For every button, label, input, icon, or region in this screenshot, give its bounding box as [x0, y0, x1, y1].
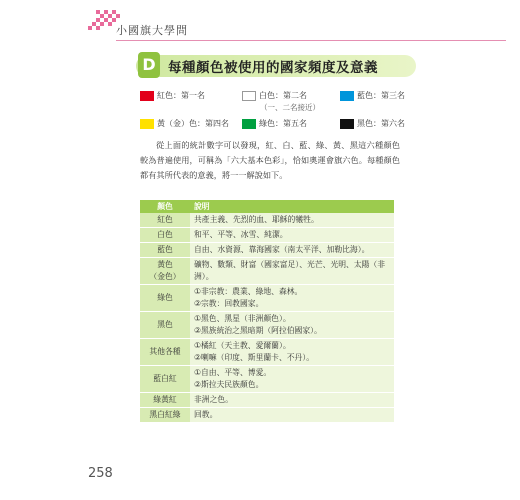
table-row	[140, 228, 394, 243]
row-color-name: 藍色	[140, 243, 190, 258]
row-color-name: 黃色 （金色）	[140, 258, 190, 285]
row-description	[190, 312, 394, 339]
table-row	[140, 393, 394, 408]
legend-item-red: 紅色：第一名	[140, 90, 205, 101]
legend-item-black: 黑色：第六名	[340, 118, 405, 129]
legend-item-blue: 藍色：第三名	[340, 90, 405, 101]
description-line: ②喇嘛（印度、斯里蘭卡、不丹）。	[194, 353, 315, 362]
red-swatch	[140, 91, 154, 101]
legend-item-green: 綠色：第五名	[242, 118, 307, 129]
description-line: ①橘紅（天主教、愛爾蘭）。	[194, 341, 291, 350]
header-description: 說明	[190, 200, 394, 213]
description-line: ①黑色、黑星（非洲顏色）。	[194, 314, 291, 323]
page-number: 258	[88, 466, 113, 481]
description-line: 礦物、數類、財富（國家富足）、光芒、光明、太陽（非洲）。	[194, 260, 386, 281]
row-color-name: 其他各種	[140, 339, 190, 366]
row-color-name: 黑白紅綠	[140, 408, 190, 423]
intro-paragraph: 從上面的統計數字可以發現，紅、白、藍、綠、黃、黑這六種顏色較為普遍使用，可稱為「六大基本色彩」，恰如奧運會旗六色。每種顏色都有其所代表的意義，將一一解說如下。	[140, 140, 400, 180]
row-description	[190, 339, 394, 366]
row-color-name: 綠黃紅	[140, 393, 190, 408]
row-color-name: 藍白紅	[140, 366, 190, 393]
row-description	[190, 258, 394, 285]
yellow-swatch	[140, 119, 154, 129]
black-swatch	[340, 119, 354, 129]
description-line: ①非宗教：農業、綠地、森林。	[194, 287, 303, 296]
row-color-name: 紅色	[140, 213, 190, 228]
table-row	[140, 366, 394, 393]
description-line: ②宗教：回教國家。	[194, 299, 264, 308]
row-color-name: 黑色	[140, 312, 190, 339]
table-row	[140, 258, 394, 285]
header-color: 顏色	[140, 200, 190, 213]
table-row	[140, 408, 394, 423]
row-description	[190, 243, 394, 258]
table-header-row	[140, 200, 394, 213]
row-description	[190, 285, 394, 312]
table-row	[140, 243, 394, 258]
legend-item-white: 白色：第二名	[242, 90, 307, 101]
description-line: 非洲之色。	[194, 395, 233, 404]
section-letter-badge: D	[138, 52, 160, 78]
legend-white-note: （一、二名接近）	[260, 103, 320, 112]
description-line: ②斯拉夫民族顏色。	[194, 380, 264, 389]
row-description	[190, 366, 394, 393]
book-title: 小國旗大學問	[116, 24, 188, 37]
table-row	[140, 339, 394, 366]
description-line: 和平、平等、冰雪、純潔。	[194, 230, 288, 239]
legend-item-yellow: 黃（金）色：第四名	[140, 118, 229, 129]
white-swatch	[242, 91, 256, 101]
description-line: 共產主義、先烈的血、耶穌的犧牲。	[194, 215, 319, 224]
row-description	[190, 228, 394, 243]
row-color-name: 白色	[140, 228, 190, 243]
description-line: 回教。	[194, 410, 218, 419]
table-row	[140, 312, 394, 339]
row-description	[190, 393, 394, 408]
page-header	[88, 10, 508, 40]
description-line: ①自由、平等、博愛。	[194, 368, 272, 377]
header-divider	[116, 40, 506, 41]
row-description	[190, 408, 394, 423]
green-swatch	[242, 119, 256, 129]
table-row	[140, 285, 394, 312]
blue-swatch	[340, 91, 354, 101]
table-row	[140, 213, 394, 228]
section-title: 每種顏色被使用的國家頻度及意義	[168, 60, 378, 76]
description-line: 自由、水資源、靠海國家（南太平洋、加勒比海）。	[194, 245, 370, 254]
color-meaning-table	[140, 200, 394, 423]
row-description	[190, 213, 394, 228]
row-color-name: 綠色	[140, 285, 190, 312]
description-line: ②黑族統治之黑暗期（阿拉伯國家）。	[194, 326, 322, 335]
